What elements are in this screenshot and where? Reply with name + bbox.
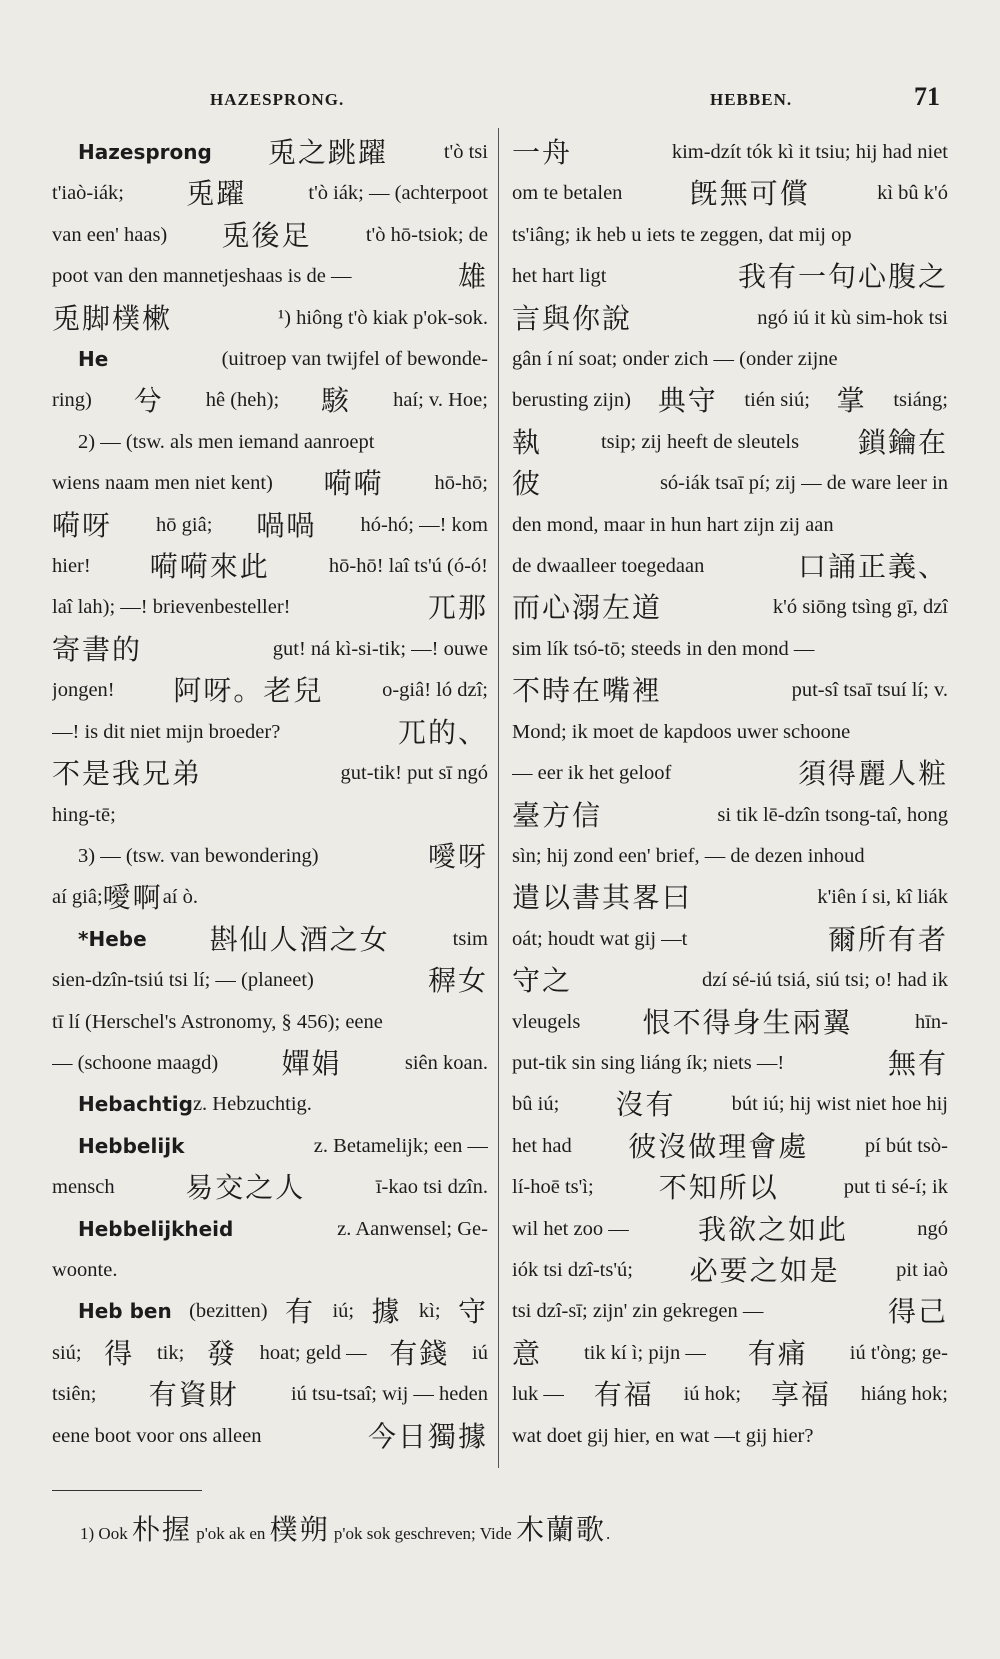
left-column-line: 兎脚樸樕 ¹) hiông t'ò kiak p'ok-sok.: [52, 301, 488, 335]
right-column-line: sìn; hij zond een' brief, — de dezen inhoud: [512, 844, 865, 867]
left-column-line: jongen! 阿呀。老兒 o-giâ! ló dzî;: [52, 674, 488, 708]
right-column-line: wil het zoo — 我欲之如此 ngó: [512, 1212, 948, 1246]
left-column-line: 嗬呀 hō giâ; 喎喎 hó-hó; —! kom: [52, 508, 488, 542]
right-column-line: 臺方信 si tik lē-dzîn tsong-taî, hong: [512, 798, 948, 832]
right-column-line: het had 彼沒做理會處 pí bút tsò-: [512, 1129, 948, 1163]
footnote-separator: [52, 1490, 202, 1491]
right-column-line: oát; houdt wat gij —t 爾所有者: [512, 922, 948, 956]
left-column-line: sien-dzîn-tsiú tsi lí; — (planeet) 稺女: [52, 964, 488, 998]
left-column-line: poot van den mannetjeshaas is de — 雄: [52, 260, 488, 294]
running-head-right: HEBBEN.: [710, 90, 793, 109]
column-divider: [498, 128, 499, 1468]
right-column-line: iók tsi dzî-ts'ú; 必要之如是 pit iaò: [512, 1253, 948, 1287]
left-column-line: 2) — (tsw. als men iemand aanroept: [78, 430, 375, 453]
right-column-line: 不時在嘴裡 put-sî tsaī tsuí lí; v.: [512, 674, 948, 708]
left-column-line: t'iaò-iák; 兎躍 t'ò iák; — (achterpoot: [52, 177, 488, 211]
footnote-text: 1) Ook 朴握 p'ok ak en 樸朔 p'ok sok geschreven; Vide 木蘭歌.: [80, 1513, 611, 1546]
page-number: 71: [914, 82, 940, 111]
left-column-line: wiens naam men niet kent) 嗬嗬 hō-hō;: [52, 467, 488, 501]
left-column-line: siú; 得 tik; 發 hoat; geld — 有錢 iú: [52, 1336, 488, 1370]
left-column-line: Hebbelijkheid z. Aanwensel; Ge-: [78, 1216, 488, 1241]
left-column-line: Hazesprong 兎之跳躍 t'ò tsi: [78, 136, 488, 169]
right-column-line: 執 tsip; zij heeft de sleutels 鎖鑰在: [512, 425, 948, 459]
running-head-left: HAZESPRONG.: [210, 90, 345, 109]
right-column-line: 彼 só-iák tsaī pí; zij — de ware leer in: [512, 467, 948, 501]
left-column-line: mensch 易交之人 ī-kao tsi dzîn.: [52, 1171, 488, 1205]
right-column-line: 言與你說 ngó iú it kù sim-hok tsi: [512, 301, 948, 335]
right-column-line: 遣以書其畧曰 k'iên í si, kî liák: [512, 881, 948, 915]
left-column-line: aí giâ; 噯啊 aí ò.: [52, 881, 198, 915]
left-column-line: eene boot voor ons alleen 今日獨據: [52, 1419, 488, 1453]
left-column-line: Heb ben (bezitten) 有 iú; 據 kì; 守: [78, 1295, 488, 1329]
right-column: [512, 132, 948, 1457]
right-column-line: luk — 有福 iú hok; 享福 hiáng hok;: [512, 1378, 948, 1412]
left-column-line: Hebbelijk z. Betamelijk; een —: [78, 1133, 488, 1158]
left-column-line: hing-tē;: [52, 803, 116, 826]
left-column-line: *Hebe 斟仙人酒之女 tsim: [78, 922, 488, 956]
left-column-line: laî lah); —! brievenbesteller! 兀那: [52, 591, 488, 625]
right-column-line: 一舟 kim-dzít tók kì it tsiu; hij had niet: [512, 136, 948, 169]
footnote: [80, 1508, 960, 1556]
right-column-line: den mond, maar in hun hart zijn zij aan: [512, 513, 834, 536]
right-column-line: Mond; ik moet de kapdoos uwer schoone: [512, 720, 851, 743]
right-column-line: de dwaalleer toegedaan 口誦正義、: [512, 550, 948, 584]
right-column-line: om te betalen 旣無可償 kì bû k'ó: [512, 177, 948, 211]
left-column-line: hier! 嗬嗬來此 hō-hō! laî ts'ú (ó-ó!: [52, 550, 488, 584]
left-column-line: woonte.: [52, 1258, 118, 1281]
left-column-line: van een' haas) 兎後足 t'ò hō-tsiok; de: [52, 218, 488, 252]
right-column-line: — eer ik het geloof 須得麗人粧: [512, 757, 948, 791]
right-column-line: bû iú; 沒有 bút iú; hij wist niet hoe hij: [512, 1088, 948, 1122]
right-column-line: tsi dzî-sī; zijn' zin gekregen — 得己: [512, 1295, 948, 1329]
left-column-line: 3) — (tsw. van bewondering) 噯呀: [78, 839, 488, 873]
right-column-line: gân í ní soat; onder zich — (onder zijne: [512, 348, 838, 371]
left-column-line: tsiên; 有資財 iú tsu-tsaî; wij — heden: [52, 1378, 488, 1412]
right-column-line: sim lík tsó-tō; steeds in den mond —: [512, 637, 815, 660]
left-column: [52, 132, 488, 1457]
right-column-line: wat doet gij hier, en wat —t gij hier?: [512, 1424, 814, 1447]
right-column-line: vleugels 恨不得身生兩翼 hīn-: [512, 1005, 948, 1039]
right-column-line: 而心溺左道 k'ó siōng tsìng gī, dzî: [512, 591, 948, 625]
right-column-line: 意 tik kí ì; pijn — 有痛 iú t'òng; ge-: [512, 1336, 948, 1370]
left-column-line: Hebachtig z. Hebzuchtig.: [78, 1092, 312, 1117]
page-header: [60, 82, 940, 118]
right-column-line: ts'iâng; ik heb u iets te zeggen, dat mij op: [512, 223, 852, 246]
left-column-line: 寄書的 gut! ná kì-si-tik; —! ouwe: [52, 632, 488, 666]
left-column-line: — (schoone maagd) 嬋娟 siên koan.: [52, 1046, 488, 1080]
left-column-line: ring) 兮 hê (heh); 駭 haí; v. Hoe;: [52, 384, 488, 418]
right-column-line: 守之 dzí sé-iú tsiá, siú tsi; o! had ik: [512, 964, 948, 998]
right-column-line: het hart ligt 我有一句心腹之: [512, 260, 948, 294]
left-column-line: tī lí (Herschel's Astronomy, § 456); eene: [52, 1010, 383, 1033]
right-column-line: put-tik sin sing liáng ík; niets —! 無有: [512, 1046, 948, 1080]
left-column-line: He (uitroep van twijfel of bewonde-: [78, 347, 488, 372]
right-column-line: berusting zijn) 典守 tién siú; 掌 tsiáng;: [512, 384, 948, 418]
left-column-line: —! is dit niet mijn broeder? 兀的、: [52, 715, 488, 749]
left-column-line: 不是我兄弟 gut-tik! put sī ngó: [52, 757, 488, 791]
right-column-line: lí-hoē ts'ì; 不知所以 put ti sé-í; ik: [512, 1171, 948, 1205]
